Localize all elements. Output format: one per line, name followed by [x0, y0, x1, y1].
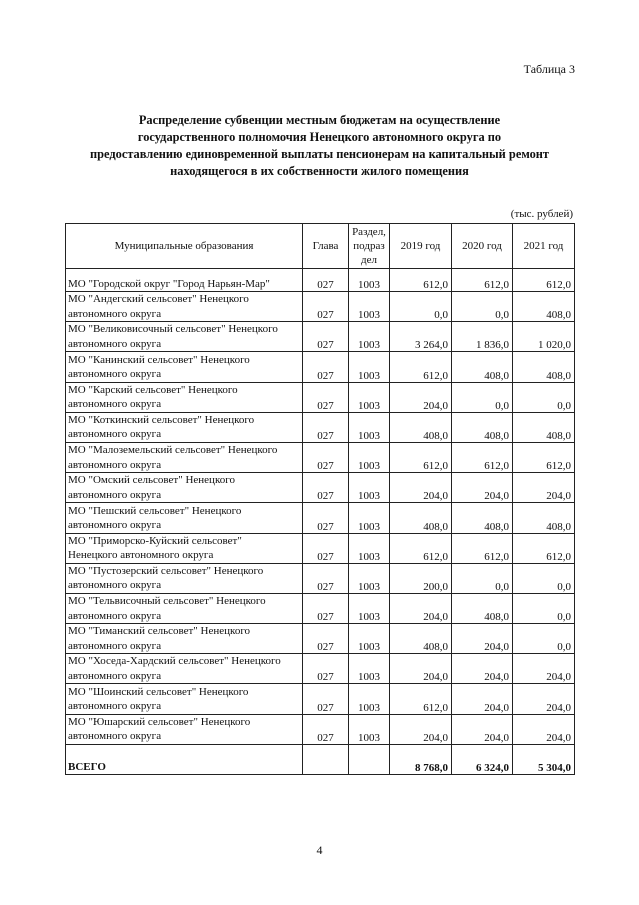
value-2019: 204,0	[390, 654, 452, 684]
table-row	[66, 714, 575, 744]
value-2021: 612,0	[513, 442, 575, 472]
total-2019: 8 768,0	[390, 744, 452, 774]
municipality-name-line: МО "Приморско-Куйский сельсовет"	[68, 534, 242, 547]
municipality-name-line: МО "Малоземельский сельсовет" Ненецкого	[68, 444, 278, 457]
chapter-cell: 027	[303, 382, 349, 412]
table-row	[66, 322, 575, 352]
value-2019: 0,0	[390, 292, 452, 322]
title-line: государственного полномочия Ненецкого автономного округа по	[137, 130, 502, 144]
chapter-cell: 027	[303, 442, 349, 472]
municipality-name	[66, 442, 303, 472]
municipality-name	[66, 593, 303, 623]
value-2021: 0,0	[513, 382, 575, 412]
municipality-name	[66, 503, 303, 533]
municipality-name-line: Ненецкого автономного округа	[68, 549, 214, 562]
table-row	[66, 624, 575, 654]
table-label: Таблица 3	[523, 62, 575, 76]
municipality-name-line: МО "Андегский сельсовет" Ненецкого	[68, 293, 249, 306]
chapter-cell: 027	[303, 412, 349, 442]
value-2021: 0,0	[513, 624, 575, 654]
section-cell: 1003	[349, 563, 390, 593]
total-section	[349, 744, 390, 774]
chapter-cell: 027	[303, 714, 349, 744]
section-cell: 1003	[349, 322, 390, 352]
table-row	[66, 442, 575, 472]
municipality-name-line: автономного округа	[68, 669, 162, 682]
chapter-cell: 027	[303, 563, 349, 593]
municipality-name	[66, 473, 303, 503]
table-row	[66, 563, 575, 593]
municipality-name-line: автономного округа	[68, 368, 162, 381]
municipality-name	[66, 269, 303, 292]
municipality-name-line: автономного округа	[68, 398, 162, 411]
table-row	[66, 292, 575, 322]
municipality-name-line: МО "Великовисочный сельсовет" Ненецкого	[68, 323, 278, 336]
header-municipality: Муниципальные образования	[66, 224, 303, 269]
table-row	[66, 352, 575, 382]
value-2020: 408,0	[452, 412, 513, 442]
value-2020: 1 836,0	[452, 322, 513, 352]
section-cell: 1003	[349, 382, 390, 412]
subvention-table	[65, 223, 575, 775]
chapter-cell: 027	[303, 269, 349, 292]
municipality-name-line: МО "Пустозерский сельсовет" Ненецкого	[68, 564, 264, 577]
value-2020: 0,0	[452, 292, 513, 322]
chapter-cell: 027	[303, 654, 349, 684]
section-cell: 1003	[349, 442, 390, 472]
section-cell: 1003	[349, 292, 390, 322]
table-row	[66, 533, 575, 563]
value-2021: 204,0	[513, 714, 575, 744]
section-cell: 1003	[349, 714, 390, 744]
value-2019: 408,0	[390, 503, 452, 533]
title-line: предоставлению единовременной выплаты пенсионерам на капитальный ремонт	[89, 147, 550, 161]
table-row	[66, 593, 575, 623]
municipality-name	[66, 714, 303, 744]
municipality-name-line: МО "Юшарский сельсовет" Ненецкого	[68, 715, 251, 728]
header-section-line: дел	[361, 254, 377, 266]
section-cell: 1003	[349, 503, 390, 533]
value-2021: 204,0	[513, 654, 575, 684]
value-2021: 204,0	[513, 473, 575, 503]
section-cell: 1003	[349, 654, 390, 684]
value-2020: 0,0	[452, 563, 513, 593]
municipality-name	[66, 654, 303, 684]
page-number: 4	[316, 843, 323, 857]
total-chapter	[303, 744, 349, 774]
value-2019: 612,0	[390, 684, 452, 714]
section-cell: 1003	[349, 593, 390, 623]
table-row	[66, 684, 575, 714]
value-2019: 612,0	[390, 269, 452, 292]
table-row	[66, 654, 575, 684]
value-2021: 612,0	[513, 533, 575, 563]
municipality-name-line: автономного округа	[68, 488, 162, 501]
section-cell: 1003	[349, 533, 390, 563]
header-chapter: Глава	[303, 224, 349, 269]
value-2020: 612,0	[452, 269, 513, 292]
table-row	[66, 269, 575, 292]
municipality-name-line: автономного округа	[68, 519, 162, 531]
total-row	[66, 744, 575, 774]
municipality-name-line: автономного округа	[68, 579, 162, 592]
municipality-name	[66, 322, 303, 352]
value-2019: 204,0	[390, 382, 452, 412]
header-section-line: подраз	[353, 240, 385, 252]
value-2020: 204,0	[452, 684, 513, 714]
header-2019: 2019 год	[390, 224, 452, 269]
value-2019: 3 264,0	[390, 322, 452, 352]
value-2021: 204,0	[513, 684, 575, 714]
value-2020: 204,0	[452, 654, 513, 684]
municipality-name-line: МО "Городской округ "Город Нарьян-Мар"	[68, 277, 270, 290]
municipality-name-line: МО "Канинский сельсовет" Ненецкого	[68, 353, 250, 366]
value-2020: 0,0	[452, 382, 513, 412]
value-2020: 204,0	[452, 624, 513, 654]
value-2020: 408,0	[452, 593, 513, 623]
table-row	[66, 503, 575, 533]
value-2020: 204,0	[452, 473, 513, 503]
value-2020: 612,0	[452, 533, 513, 563]
municipality-name-line: МО "Коткинский сельсовет" Ненецкого	[68, 413, 255, 426]
section-cell: 1003	[349, 352, 390, 382]
municipality-name-line: автономного округа	[68, 337, 162, 350]
total-2020: 6 324,0	[452, 744, 513, 774]
value-2020: 408,0	[452, 503, 513, 533]
table-body	[66, 269, 575, 775]
municipality-name-line: автономного округа	[68, 458, 162, 471]
value-2021: 1 020,0	[513, 322, 575, 352]
value-2019: 408,0	[390, 412, 452, 442]
chapter-cell: 027	[303, 473, 349, 503]
municipality-name	[66, 684, 303, 714]
municipality-name	[66, 382, 303, 412]
municipality-name-line: МО "Тиманский сельсовет" Ненецкого	[68, 625, 251, 638]
section-cell: 1003	[349, 412, 390, 442]
municipality-name-line: автономного округа	[68, 609, 162, 622]
municipality-name-line: автономного округа	[68, 730, 162, 743]
chapter-cell: 027	[303, 533, 349, 563]
title-line: Распределение субвенции местным бюджетам на осуществление	[138, 113, 501, 127]
chapter-cell: 027	[303, 684, 349, 714]
municipality-name-line: МО "Карский сельсовет" Ненецкого	[68, 383, 238, 396]
document-title	[60, 112, 579, 180]
value-2021: 0,0	[513, 563, 575, 593]
table-row	[66, 382, 575, 412]
chapter-cell: 027	[303, 624, 349, 654]
chapter-cell: 027	[303, 593, 349, 623]
value-2019: 204,0	[390, 473, 452, 503]
header-2020: 2020 год	[452, 224, 513, 269]
section-cell: 1003	[349, 684, 390, 714]
total-label: ВСЕГО	[66, 744, 303, 774]
header-section	[349, 224, 390, 269]
municipality-name	[66, 624, 303, 654]
municipality-name-line: автономного округа	[68, 700, 162, 713]
chapter-cell: 027	[303, 322, 349, 352]
municipality-name	[66, 292, 303, 322]
municipality-name-line: автономного округа	[68, 428, 162, 441]
municipality-name-line: МО "Пешский сельсовет" Ненецкого	[68, 504, 242, 517]
value-2021: 408,0	[513, 292, 575, 322]
value-2019: 612,0	[390, 442, 452, 472]
municipality-name	[66, 352, 303, 382]
municipality-name	[66, 563, 303, 593]
municipality-name-line: МО "Тельвисочный сельсовет" Ненецкого	[68, 595, 266, 608]
header-row	[66, 224, 575, 269]
municipality-name-line: автономного округа	[68, 307, 162, 320]
value-2020: 408,0	[452, 352, 513, 382]
value-2019: 612,0	[390, 352, 452, 382]
municipality-name-line: МО "Шоинский сельсовет" Ненецкого	[68, 685, 249, 698]
value-2019: 200,0	[390, 563, 452, 593]
section-cell: 1003	[349, 624, 390, 654]
value-2021: 0,0	[513, 593, 575, 623]
header-2021: 2021 год	[513, 224, 575, 269]
value-2019: 408,0	[390, 624, 452, 654]
chapter-cell: 027	[303, 292, 349, 322]
municipality-name-line: автономного округа	[68, 639, 162, 652]
table-row	[66, 473, 575, 503]
value-2020: 204,0	[452, 714, 513, 744]
chapter-cell: 027	[303, 352, 349, 382]
units-label: (тыс. рублей)	[510, 208, 573, 220]
municipality-name-line: МО "Хоседа-Хардский сельсовет" Ненецкого	[68, 655, 281, 668]
total-2021: 5 304,0	[513, 744, 575, 774]
value-2021: 408,0	[513, 412, 575, 442]
header-section-line: Раздел,	[352, 226, 386, 238]
value-2020: 612,0	[452, 442, 513, 472]
municipality-name-line: МО "Омский сельсовет" Ненецкого	[68, 474, 235, 487]
value-2021: 408,0	[513, 352, 575, 382]
value-2019: 204,0	[390, 593, 452, 623]
municipality-name	[66, 533, 303, 563]
section-cell: 1003	[349, 473, 390, 503]
value-2021: 612,0	[513, 269, 575, 292]
title-line: находящегося в их собственности жилого помещения	[170, 164, 469, 178]
chapter-cell: 027	[303, 503, 349, 533]
value-2019: 204,0	[390, 714, 452, 744]
value-2021: 408,0	[513, 503, 575, 533]
value-2019: 612,0	[390, 533, 452, 563]
municipality-name	[66, 412, 303, 442]
table-row	[66, 412, 575, 442]
section-cell: 1003	[349, 269, 390, 292]
